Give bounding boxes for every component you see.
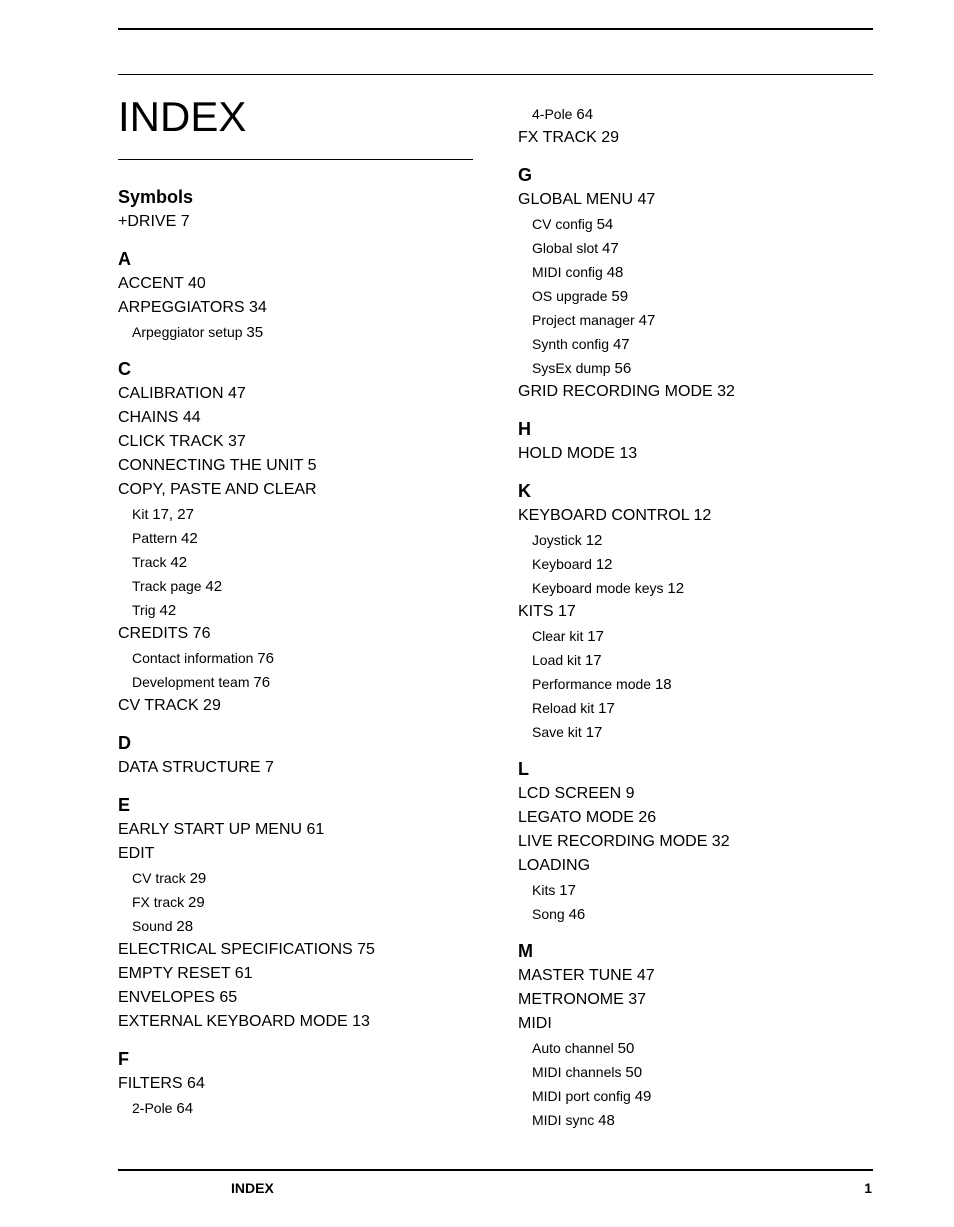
- index-entry: METRONOME 37: [518, 991, 647, 1008]
- subentry-label: Clear kit: [532, 628, 584, 644]
- index-subentry: [518, 332, 878, 356]
- section-letter-heading: E: [118, 795, 131, 815]
- subentry-label: Joystick: [532, 532, 582, 548]
- subentry-label: Track: [132, 554, 167, 570]
- subentry-page-ref: 17: [587, 628, 604, 645]
- subentry-label: OS upgrade: [532, 288, 608, 304]
- section-letter-heading: A: [118, 249, 131, 269]
- subentry-page-ref: 35: [246, 324, 264, 341]
- section-letter-heading: H: [518, 419, 531, 439]
- index-entry: CLICK TRACK 37: [118, 433, 246, 450]
- index-section: [118, 356, 478, 718]
- subentry-label: Global slot: [532, 240, 599, 256]
- section-spacer: [118, 718, 478, 730]
- subentry-page-ref: 42: [181, 530, 198, 547]
- index-column-left: [118, 184, 478, 1120]
- index-subentry: [518, 1108, 878, 1132]
- subentry-label: Synth config: [532, 336, 610, 352]
- subentry-page-ref: 46: [568, 906, 586, 923]
- index-subentry: [518, 878, 878, 902]
- index-subentry: [118, 598, 478, 622]
- index-entry: GRID RECORDING MODE 32: [518, 383, 735, 400]
- header-rule: [118, 74, 873, 75]
- subentry-page-ref: 47: [612, 336, 630, 353]
- title-rule: [118, 159, 473, 160]
- index-subentry: [118, 1096, 478, 1120]
- section-spacer: [518, 466, 878, 478]
- section-spacer: [518, 744, 878, 756]
- subentry-label: MIDI sync: [532, 1112, 595, 1128]
- index-column-right: [518, 102, 878, 1132]
- index-entry: EARLY START UP MENU 61: [118, 821, 325, 838]
- subentry-page-ref: 17: [559, 882, 576, 899]
- index-entry: LIVE RECORDING MODE 32: [518, 833, 730, 850]
- subentry-page-ref: 17: [585, 724, 603, 741]
- subentry-page-ref: 76: [253, 674, 271, 691]
- subentry-page-ref: 12: [585, 532, 603, 549]
- index-section: [118, 246, 478, 344]
- index-subentry: [118, 670, 478, 694]
- index-entry: EDIT: [118, 845, 155, 862]
- subentry-label: CV track: [132, 870, 186, 886]
- index-entry: KITS 17: [518, 603, 576, 620]
- subentry-label: FX track: [132, 894, 185, 910]
- top-rule: [118, 28, 873, 30]
- index-subentry: [518, 528, 878, 552]
- index-section: [518, 102, 878, 150]
- index-subentry: [518, 1036, 878, 1060]
- index-entry: EXTERNAL KEYBOARD MODE 13: [118, 1013, 370, 1030]
- index-section: [518, 416, 878, 466]
- index-subentry: [518, 696, 878, 720]
- section-letter-heading: C: [118, 359, 131, 379]
- subentry-page-ref: 29: [189, 870, 207, 887]
- index-subentry: [118, 550, 478, 574]
- section-spacer: [518, 404, 878, 416]
- subentry-page-ref: 17: [598, 700, 615, 717]
- subentry-label: Sound: [132, 918, 173, 934]
- index-entry: HOLD MODE 13: [518, 445, 638, 462]
- index-subentry: [518, 624, 878, 648]
- subentry-page-ref: 42: [159, 602, 177, 619]
- index-subentry: [518, 902, 878, 926]
- index-subentry: [518, 284, 878, 308]
- index-entry: MASTER TUNE 47: [518, 967, 655, 984]
- index-entry: CALIBRATION 47: [118, 385, 246, 402]
- section-spacer: [118, 780, 478, 792]
- subentry-label: Keyboard: [532, 556, 592, 572]
- footer-page-number: 1: [864, 1180, 872, 1196]
- subentry-label: 4-Pole: [532, 106, 573, 122]
- index-subentry: [518, 720, 878, 744]
- subentry-page-ref: 42: [170, 554, 188, 571]
- subentry-page-ref: 47: [638, 312, 656, 329]
- index-subentry: [118, 646, 478, 670]
- index-section: [518, 478, 878, 744]
- index-subentry: [118, 320, 478, 344]
- section-letter-heading: K: [518, 481, 531, 501]
- index-entry: LEGATO MODE 26: [518, 809, 657, 826]
- index-subentry: [518, 102, 878, 126]
- index-subentry: [518, 1084, 878, 1108]
- index-subentry: [118, 914, 478, 938]
- section-spacer: [118, 234, 478, 246]
- index-entry: CONNECTING THE UNIT 5: [118, 457, 317, 474]
- index-entry: GLOBAL MENU 47: [518, 191, 656, 208]
- index-subentry: [118, 890, 478, 914]
- subentry-page-ref: 18: [654, 676, 672, 693]
- subentry-page-ref: 42: [205, 578, 223, 595]
- index-entry: ACCENT 40: [118, 275, 206, 292]
- index-subentry: [518, 672, 878, 696]
- index-section: [118, 184, 478, 234]
- subentry-label: CV config: [532, 216, 593, 232]
- index-subentry: [518, 648, 878, 672]
- footer-section-label: INDEX: [231, 1180, 274, 1196]
- index-subentry: [118, 526, 478, 550]
- index-entry: FX TRACK 29: [518, 129, 620, 146]
- index-entry: LCD SCREEN 9: [518, 785, 635, 802]
- index-section: [518, 162, 878, 404]
- page-title: INDEX: [118, 93, 247, 140]
- index-entry: +DRIVE 7: [118, 213, 190, 230]
- subentry-label: Reload kit: [532, 700, 595, 716]
- subentry-label: Contact information: [132, 650, 254, 666]
- subentry-label: Load kit: [532, 652, 582, 668]
- footer-rule: [118, 1169, 873, 1171]
- index-subentry: [118, 866, 478, 890]
- index-subentry: [518, 576, 878, 600]
- subentry-page-ref: 28: [176, 918, 194, 935]
- section-letter-heading: Symbols: [118, 187, 194, 207]
- subentry-page-ref: 12: [595, 556, 613, 573]
- index-entry: LOADING: [518, 857, 591, 874]
- subentry-label: Arpeggiator setup: [132, 324, 243, 340]
- section-letter-heading: G: [518, 165, 533, 185]
- subentry-page-ref: 17: [584, 652, 602, 669]
- index-subentry: [518, 260, 878, 284]
- subentry-label: Development team: [132, 674, 250, 690]
- index-entry: EMPTY RESET 61: [118, 965, 253, 982]
- subentry-label: Trig: [132, 602, 156, 618]
- section-letter-heading: M: [518, 941, 533, 961]
- index-entry: CREDITS 76: [118, 625, 211, 642]
- subentry-page-ref: 76: [257, 650, 274, 667]
- index-section: [118, 730, 478, 780]
- index-entry: CHAINS 44: [118, 409, 201, 426]
- index-subentry: [518, 1060, 878, 1084]
- subentry-page-ref: 12: [667, 580, 685, 597]
- subentry-page-ref: 17, 27: [152, 506, 194, 523]
- subentry-page-ref: 49: [634, 1088, 652, 1105]
- subentry-label: Performance mode: [532, 676, 652, 692]
- subentry-page-ref: 50: [625, 1064, 643, 1081]
- index-entry: DATA STRUCTURE 7: [118, 759, 274, 776]
- section-spacer: [518, 150, 878, 162]
- subentry-page-ref: 47: [602, 240, 619, 257]
- index-entry: COPY, PASTE AND CLEAR: [118, 481, 317, 498]
- subentry-page-ref: 48: [598, 1112, 615, 1129]
- index-section: [118, 1046, 478, 1120]
- index-subentry: [118, 502, 478, 526]
- index-subentry: [518, 236, 878, 260]
- index-subentry: [518, 308, 878, 332]
- index-entry: CV TRACK 29: [118, 697, 221, 714]
- index-section: [518, 938, 878, 1132]
- subentry-label: Pattern: [132, 530, 178, 546]
- subentry-page-ref: 64: [576, 106, 594, 123]
- subentry-label: Song: [532, 906, 565, 922]
- subentry-page-ref: 59: [611, 288, 629, 305]
- subentry-label: MIDI channels: [532, 1064, 622, 1080]
- index-entry: ARPEGGIATORS 34: [118, 299, 267, 316]
- subentry-page-ref: 50: [617, 1040, 635, 1057]
- section-spacer: [118, 1034, 478, 1046]
- subentry-page-ref: 56: [614, 360, 632, 377]
- index-entry: MIDI: [518, 1015, 552, 1032]
- subentry-label: 2-Pole: [132, 1100, 173, 1116]
- section-spacer: [118, 344, 478, 356]
- subentry-page-ref: 29: [188, 894, 205, 911]
- subentry-page-ref: 48: [606, 264, 624, 281]
- subentry-label: MIDI config: [532, 264, 603, 280]
- index-subentry: [518, 552, 878, 576]
- index-subentry: [518, 212, 878, 236]
- section-letter-heading: L: [518, 759, 529, 779]
- subentry-label: MIDI port config: [532, 1088, 631, 1104]
- section-letter-heading: F: [118, 1049, 129, 1069]
- index-subentry: [518, 356, 878, 380]
- index-section: [118, 792, 478, 1034]
- subentry-label: Project manager: [532, 312, 635, 328]
- section-spacer: [518, 926, 878, 938]
- index-entry: ELECTRICAL SPECIFICATIONS 75: [118, 941, 375, 958]
- index-section: [518, 756, 878, 926]
- index-entry: FILTERS 64: [118, 1075, 205, 1092]
- index-entry: KEYBOARD CONTROL 12: [518, 507, 712, 524]
- subentry-label: Kit: [132, 506, 149, 522]
- index-entry: ENVELOPES 65: [118, 989, 238, 1006]
- subentry-label: Kits: [532, 882, 556, 898]
- subentry-label: SysEx dump: [532, 360, 611, 376]
- section-letter-heading: D: [118, 733, 131, 753]
- subentry-label: Track page: [132, 578, 202, 594]
- subentry-label: Save kit: [532, 724, 582, 740]
- subentry-label: Keyboard mode keys: [532, 580, 664, 596]
- index-subentry: [118, 574, 478, 598]
- subentry-label: Auto channel: [532, 1040, 614, 1056]
- subentry-page-ref: 54: [596, 216, 614, 233]
- subentry-page-ref: 64: [176, 1100, 194, 1117]
